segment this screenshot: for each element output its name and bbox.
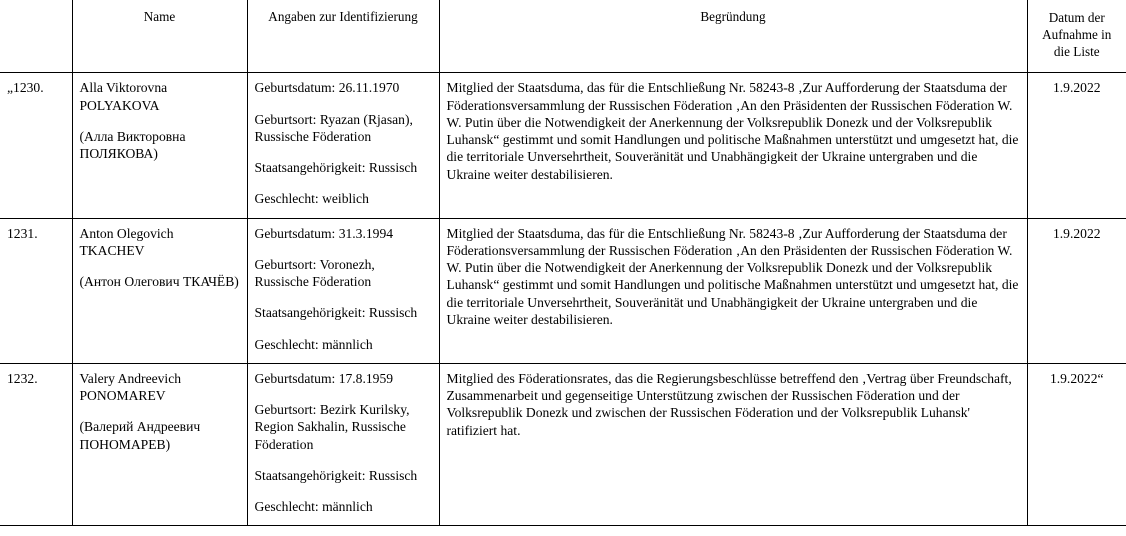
identification-line: Geschlecht: männlich	[254, 499, 373, 515]
table-row	[0, 73, 1126, 218]
row-identification	[247, 218, 439, 363]
row-reason	[439, 73, 1027, 218]
name-latin: Valery Andreevich PONOMAREV	[79, 370, 182, 404]
table-header-row	[0, 0, 1126, 73]
row-name	[72, 218, 247, 363]
reason-text: Mitglied der Staatsduma, das für die Entschließung Nr. 58243-8 ‚Zur Aufforderung der Staatsduma der Föderationsversammlung der Russischen Föderation ‚An den Präsidenten der Russischen Föderation W. W. Putin über die Notwendigkeit der Anerkennung der Volksrepublik Donezk und der Volksrepublik Luhansk“ gestimmt und somit Handlungen und politische Maßnahmen unterstützt und umgesetzt hat, die die territoriale Unversehrtheit, Souveränität und Unabhängigkeit der Ukraine untergraben und die Ukraine weiter destabilisieren.	[446, 225, 1019, 327]
row-identification	[247, 363, 439, 526]
name-cyrillic: (Валерий Андреевич ПОНОМАРЕВ)	[79, 419, 201, 452]
reason-text: Mitglied des Föderationsrates, das die Regierungsbeschlüsse betreffend den ‚Vertrag über Freundschaft, Zusammenarbeit und gegenseitige Unterstützung zwischen der Russischen Föderation und der Volksrepublik Donezk und zwischen der Russischen Föderation und der Volksrepublik Luhansk' ratifiziert hat.	[446, 370, 1012, 438]
identification-line: Geschlecht: weiblich	[254, 191, 369, 207]
table-header	[0, 0, 1126, 73]
row-date: 1.9.2022	[1027, 218, 1126, 363]
column-header-identification: Angaben zur Identifizierung	[247, 0, 439, 73]
column-header-date: Datum der Aufnahme in die Liste	[1027, 0, 1126, 73]
name-latin: Alla Viktorovna POLYAKOVA	[79, 80, 168, 113]
table-row	[0, 363, 1126, 526]
identification-line: Geburtsdatum: 31.3.1994	[254, 225, 394, 241]
identification-line: Geburtsort: Voronezh, Russische Föderation	[254, 256, 375, 290]
table-body	[0, 73, 1126, 526]
name-cyrillic: (Антон Олегович ТКАЧЁВ)	[79, 274, 239, 290]
row-name	[72, 363, 247, 526]
reason-text: Mitglied der Staatsduma, das für die Entschließung Nr. 58243-8 ‚Zur Aufforderung der Staatsduma der Föderationsversammlung der Russischen Föderation ‚An den Präsidenten der Russischen Föderation W. W. Putin über die Notwendigkeit der Anerkennung der Volksrepublik Donezk und der Volksrepublik Luhansk“ gestimmt und somit Handlungen und politische Maßnahmen unterstützt und umgesetzt hat, die die territoriale Unversehrtheit, Souveränität und Unabhängigkeit der Ukraine untergraben und die Ukraine weiter destabilisieren.	[446, 80, 1019, 182]
identification-line: Geburtsort: Ryazan (Rjasan), Russische Föderation	[254, 111, 413, 144]
name-latin: Anton Olegovich TKACHEV	[79, 225, 174, 258]
row-name	[72, 73, 247, 218]
identification-line: Geburtsdatum: 26.11.1970	[254, 80, 400, 96]
identification-line: Staatsangehörigkeit: Russisch	[254, 467, 418, 483]
column-header-number	[0, 0, 72, 73]
row-date: 1.9.2022	[1027, 73, 1126, 218]
row-reason	[439, 363, 1027, 526]
identification-line: Geburtsdatum: 17.8.1959	[254, 370, 394, 386]
column-header-reason: Begründung	[439, 0, 1027, 73]
row-reason	[439, 218, 1027, 363]
row-date: 1.9.2022“	[1027, 363, 1126, 526]
identification-line: Geburtsort: Bezirk Kurilsky, Region Sakhalin, Russische Föderation	[254, 402, 410, 452]
name-cyrillic: (Алла Викторовна ПОЛЯКОВА)	[79, 128, 186, 162]
row-number: 1231.	[0, 218, 72, 363]
row-identification	[247, 73, 439, 218]
column-header-name: Name	[72, 0, 247, 73]
identification-line: Staatsangehörigkeit: Russisch	[254, 305, 418, 321]
identification-line: Staatsangehörigkeit: Russisch	[254, 160, 418, 176]
row-number: 1232.	[0, 363, 72, 526]
row-number: „1230.	[0, 73, 72, 218]
table-row	[0, 218, 1126, 363]
identification-line: Geschlecht: männlich	[254, 336, 373, 352]
